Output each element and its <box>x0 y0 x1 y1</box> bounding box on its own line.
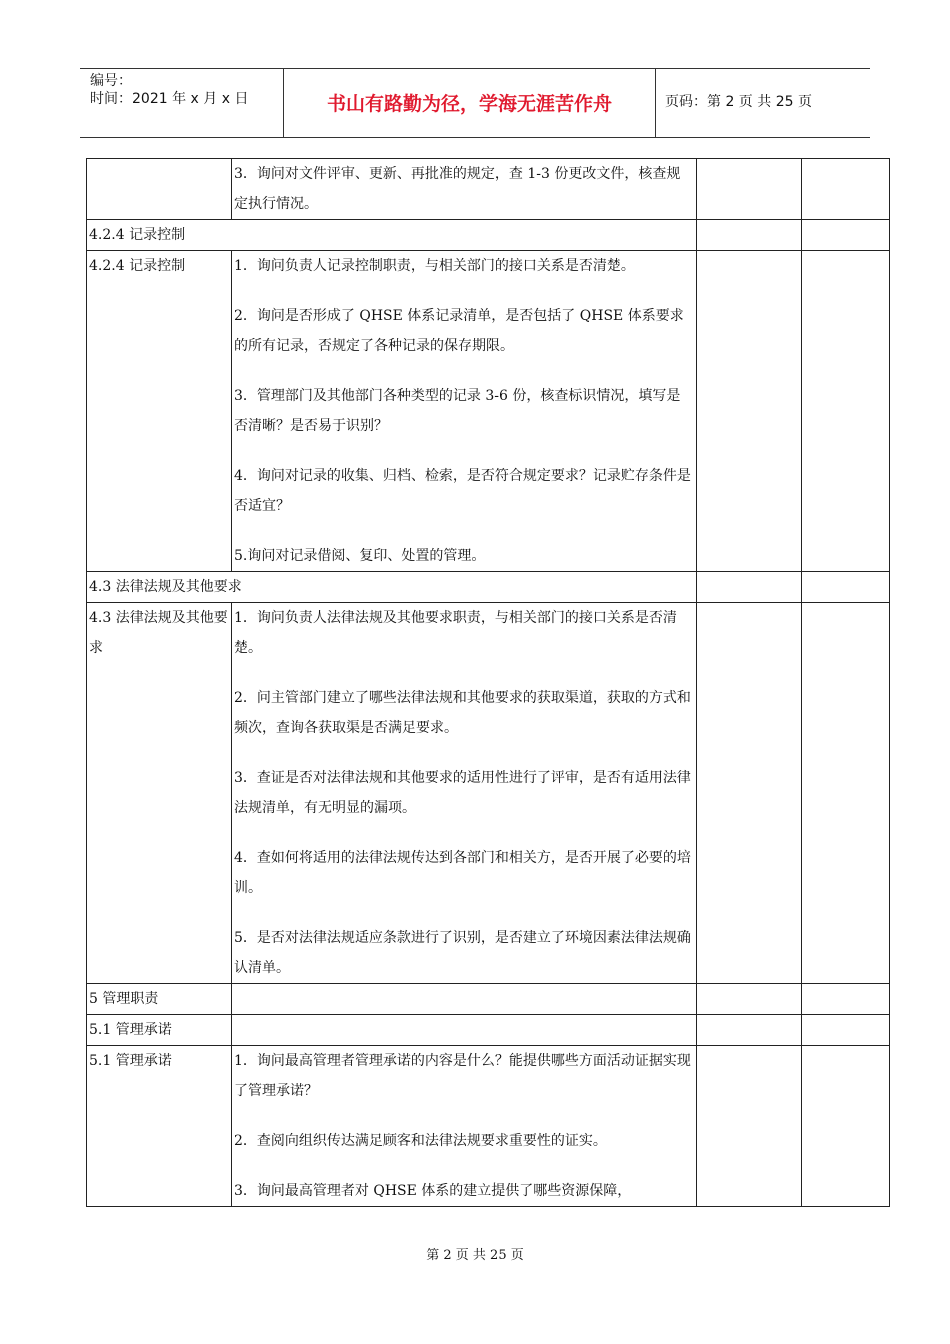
empty-cell <box>697 603 802 984</box>
empty-cell <box>802 159 890 220</box>
empty-cell <box>802 220 890 251</box>
clause-cell <box>87 251 232 572</box>
empty-cell <box>802 572 890 603</box>
empty-cell <box>697 159 802 220</box>
header-page-cell <box>655 69 870 137</box>
check-item: 1．询问负责人法律法规及其他要求职责，与相关部门的接口关系是否清楚。 <box>234 610 677 656</box>
motto-text: 书山有路勤为径，学海无涯苦作舟 <box>326 93 612 115</box>
clause-label: 4.3 法律法规及其他要求 <box>89 610 228 656</box>
empty-cell <box>232 1015 697 1046</box>
clause-cell <box>87 159 232 220</box>
audit-checklist-table <box>86 158 890 1207</box>
empty-cell <box>697 220 802 251</box>
check-item: 2．查阅向组织传达满足顾客和法律法规要求重要性的证实。 <box>234 1133 607 1149</box>
table-row <box>87 603 890 984</box>
check-item: 1．询问最高管理者管理承诺的内容是什么？能提供哪些方面活动证据实现了管理承诺？ <box>234 1053 691 1099</box>
empty-cell <box>802 984 890 1015</box>
table-row <box>87 159 890 220</box>
check-item: 3．查证是否对法律法规和其他要求的适用性进行了评审，是否有适用法律法规清单，有无明显的漏项。 <box>234 770 691 816</box>
check-item: 2．询问是否形成了 QHSE 体系记录清单，是否包括了 QHSE 体系要求的所有记录，否规定了各种记录的保存期限。 <box>234 308 684 354</box>
check-item: 3．管理部门及其他部门各种类型的记录 3-6 份，核查标识情况，填写是否清晰？是否易于识别？ <box>234 388 681 434</box>
empty-cell <box>802 1046 890 1207</box>
items-cell <box>232 603 697 984</box>
section-heading-cell <box>87 572 697 603</box>
header-motto-cell <box>283 69 656 137</box>
check-item: 3．询问最高管理者对 QHSE 体系的建立提供了哪些资源保障， <box>234 1183 632 1199</box>
check-item: 4．询问对记录的收集、归档、检索，是否符合规定要求？记录贮存条件是否适宜？ <box>234 468 691 514</box>
table-row <box>87 1015 890 1046</box>
page-code: 页码：第 2 页 共 25 页 <box>665 94 812 110</box>
empty-cell <box>697 1046 802 1207</box>
empty-cell <box>232 984 697 1015</box>
section-heading-cell <box>87 220 697 251</box>
clause-cell <box>87 984 232 1015</box>
check-item: 1．询问负责人记录控制职责，与相关部门的接口关系是否清楚。 <box>234 258 635 274</box>
section-heading: 5.1 管理承诺 <box>89 1022 172 1038</box>
section-heading: 4.3 法律法规及其他要求 <box>89 579 242 595</box>
items-cell <box>232 1046 697 1207</box>
table-row <box>87 220 890 251</box>
check-item: 5.询问对记录借阅、复印、处置的管理。 <box>234 548 486 564</box>
clause-cell <box>87 1015 232 1046</box>
table-row <box>87 572 890 603</box>
table-row <box>87 1046 890 1207</box>
empty-cell <box>802 603 890 984</box>
document-date: 时间：2021 年 x 月 x 日 <box>90 91 249 107</box>
document-number-label: 编号： <box>90 73 132 89</box>
section-heading: 4.2.4 记录控制 <box>89 227 186 243</box>
empty-cell <box>697 1015 802 1046</box>
empty-cell <box>697 251 802 572</box>
table-row <box>87 984 890 1015</box>
empty-cell <box>802 251 890 572</box>
empty-cell <box>697 572 802 603</box>
clause-label: 4.2.4 记录控制 <box>89 258 186 274</box>
check-item: 5．是否对法律法规适应条款进行了识别，是否建立了环境因素法律法规确认清单。 <box>234 930 691 976</box>
page-footer: 第 2 页 共 25 页 <box>426 1248 524 1263</box>
check-item: 2．问主管部门建立了哪些法律法规和其他要求的获取渠道，获取的方式和频次，查询各获取渠是否满足要求。 <box>234 690 691 736</box>
items-cell <box>232 251 697 572</box>
header-meta-cell <box>80 69 283 137</box>
page-header <box>80 68 870 138</box>
clause-label: 5.1 管理承诺 <box>89 1053 172 1069</box>
table-row <box>87 251 890 572</box>
check-item: 4．查如何将适用的法律法规传达到各部门和相关方，是否开展了必要的培训。 <box>234 850 691 896</box>
check-item: 3．询问对文件评审、更新、再批准的规定，查 1-3 份更改文件，核查规定执行情况。 <box>234 166 681 212</box>
items-cell <box>232 159 697 220</box>
clause-cell <box>87 1046 232 1207</box>
clause-cell <box>87 603 232 984</box>
empty-cell <box>697 984 802 1015</box>
section-heading: 5 管理职责 <box>89 991 159 1007</box>
empty-cell <box>802 1015 890 1046</box>
